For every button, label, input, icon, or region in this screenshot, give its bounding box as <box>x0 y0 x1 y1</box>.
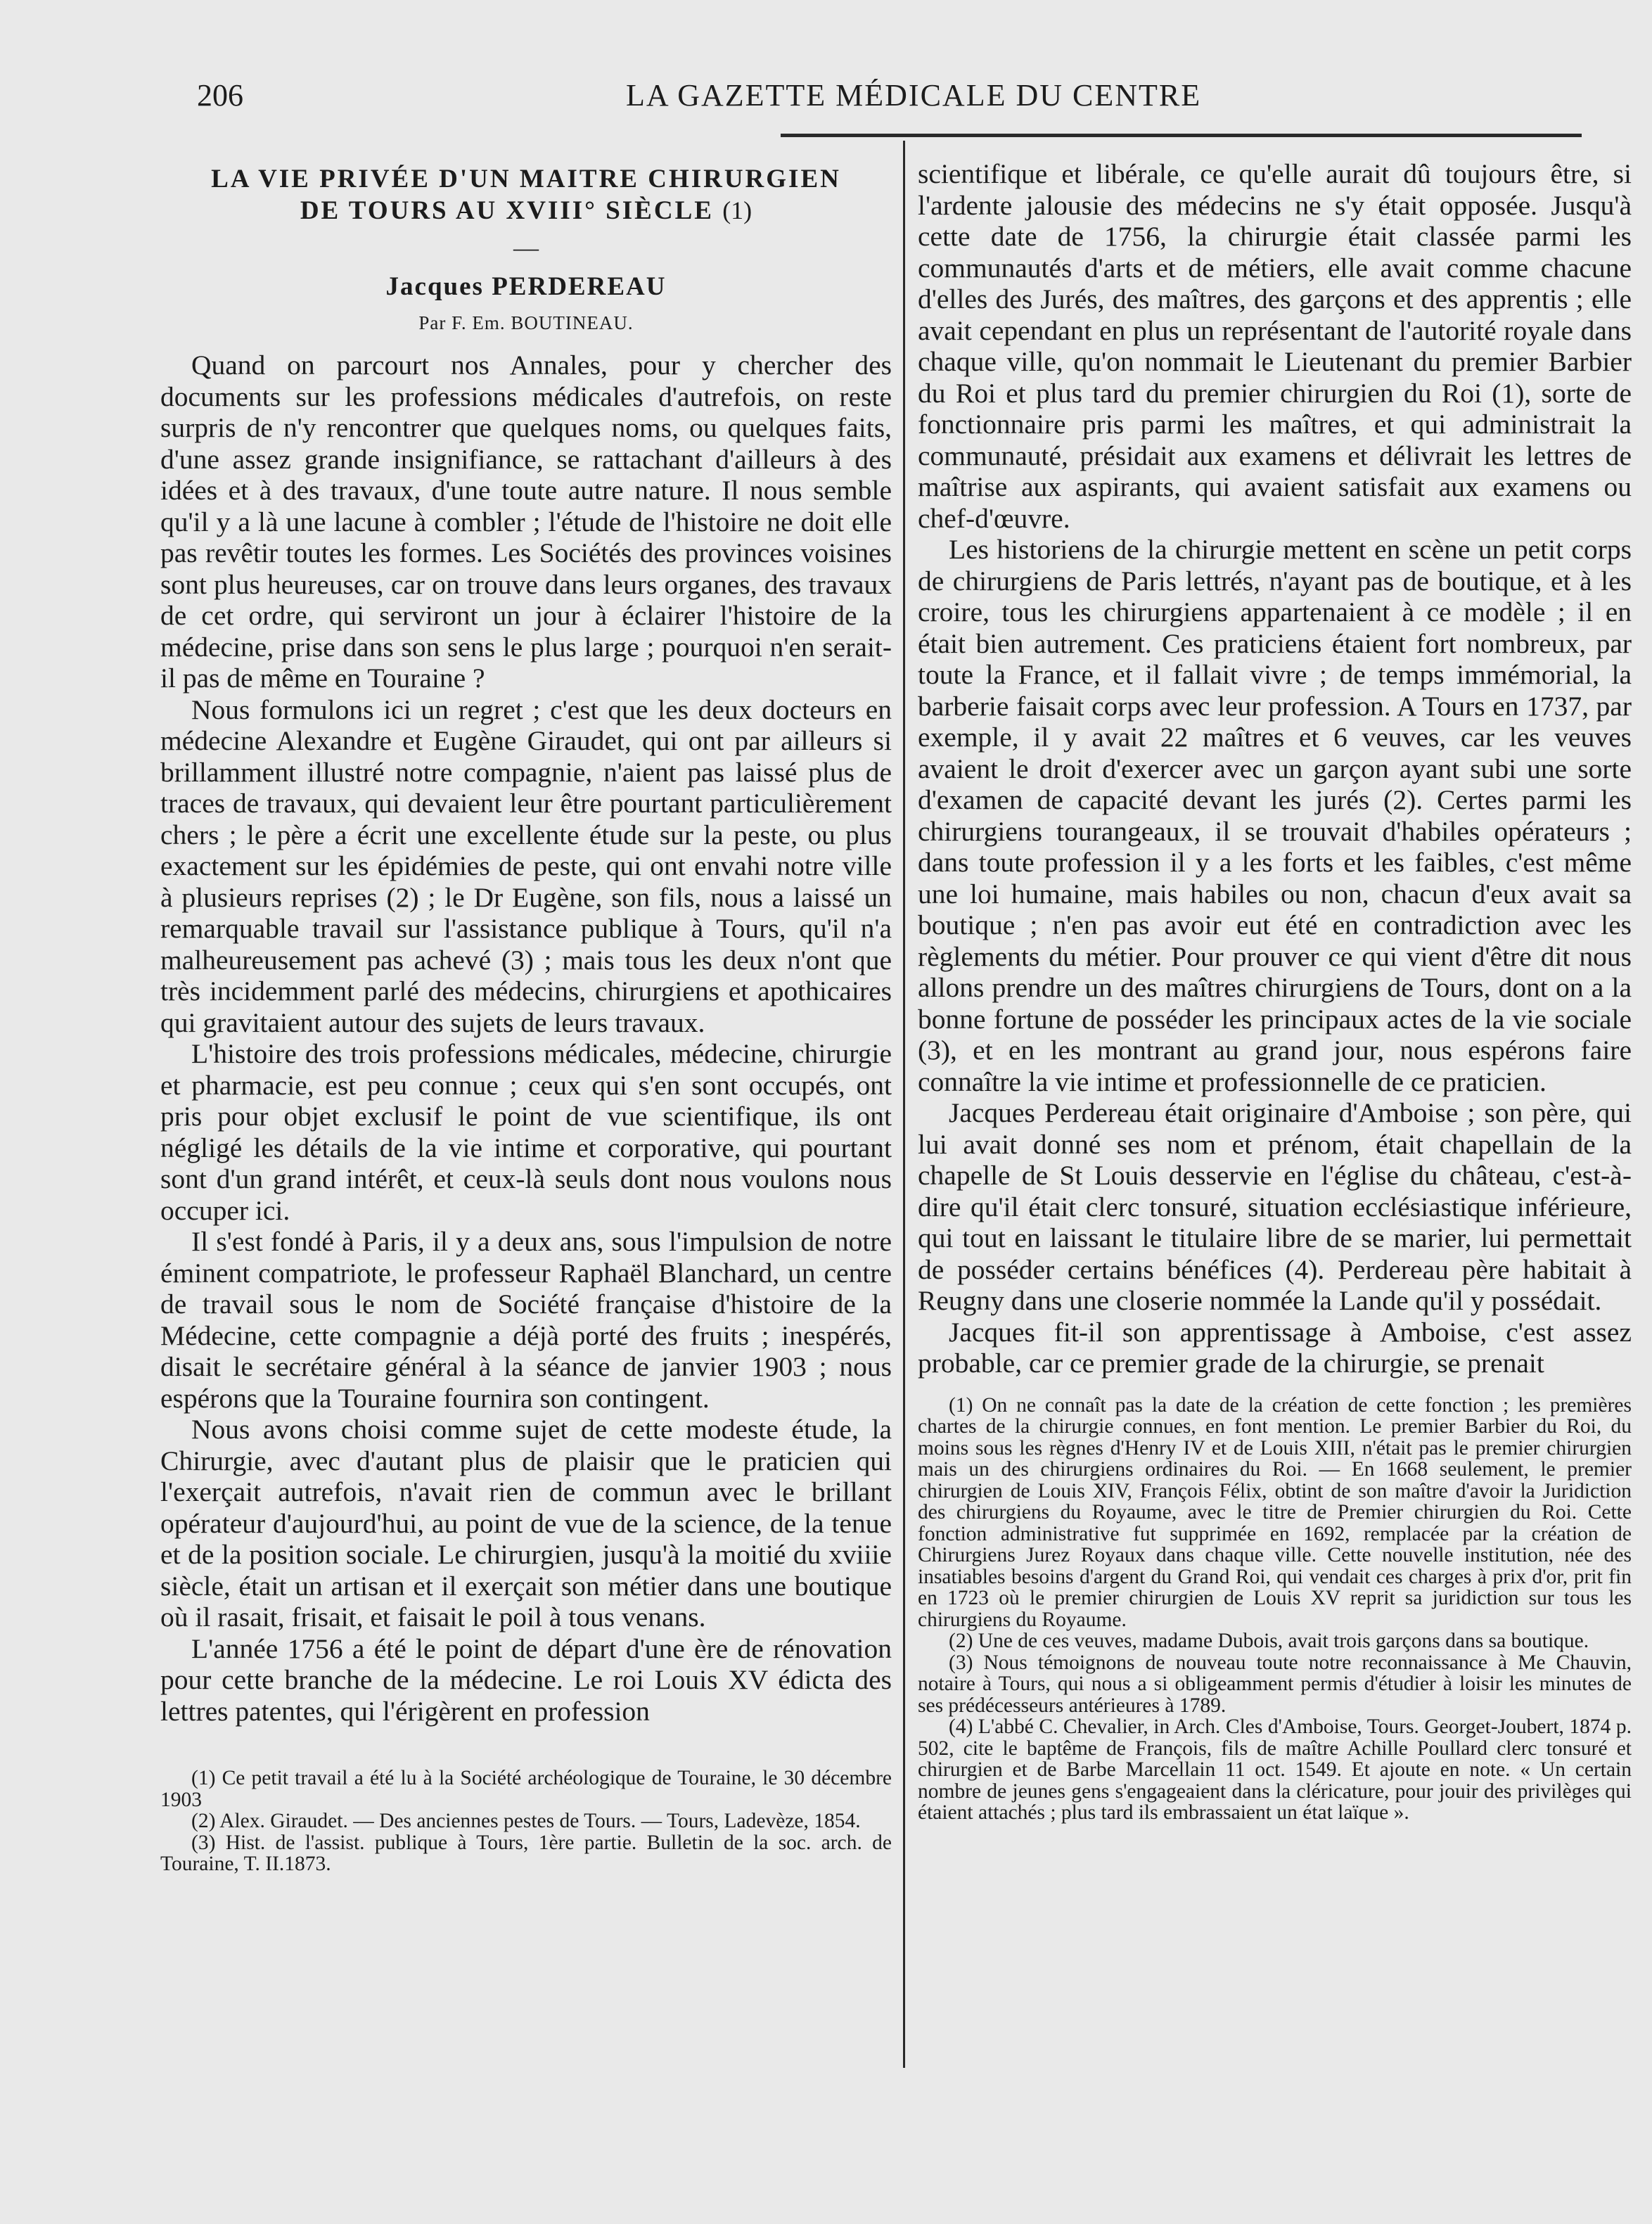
footnote: (3) Hist. de l'assist. publique à Tours, 1ère partie. Bulletin de la soc. arch. de Touraine, T. II.1873. <box>160 1831 892 1875</box>
title-separator: — <box>513 234 539 262</box>
left-footnotes <box>160 1768 892 1875</box>
paragraph: Jacques fit-il son apprentissage à Amboise, c'est assez probable, car ce premier grade de la chirurgie, se prenait <box>918 1316 1632 1379</box>
footnote: (3) Nous témoignons de nouveau toute notre reconnaissance à Me Chauvin, notaire à Tours, qui nous a si obligeamment permis d'étudier à loisir les minutes de ses prédécesseurs antérieures à 1789. <box>918 1651 1632 1717</box>
footnote: (2) Alex. Giraudet. — Des anciennes pestes de Tours. — Tours, Ladevèze, 1854. <box>191 1810 861 1832</box>
paragraph: Nous formulons ici un regret ; c'est que les deux docteurs en médecine Alexandre et Eugène Giraudet, qui ont par ailleurs si brillamment illustré notre compagnie, n'aient pas laissé plus de traces de travaux, qui devaient leur être pourtant particulièrement chers ; le père a écrit une excellente étude sur la peste, ou plus exactement sur les épidémies de peste, qui ont envahi notre ville à plusieurs reprises (2) ; le Dr Eugène, son fils, nous a laissé un remarquable travail sur l'assistance publique à Tours, qu'il n'a malheureusement pas achevé (3) ; mais tous les deux n'ont que très incidemment parlé des médecins, chirurgiens et apothicaires qui gravitaient autour des sujets de leurs travaux. <box>160 694 892 1038</box>
paragraph: Nous avons choisi comme sujet de cette modeste étude, la Chirurgie, avec d'autant plus de plaisir que le praticien qui l'exerçait autrefois, n'avait rien de commun avec le brillant opérateur d'aujourd'hui, au point de vue de la science, de la tenue et de la position sociale. Le chirurgien, jusqu'à la moitié du xviiie siècle, était un artisan et il exerçait son métier dans une boutique où il rasait, frisait, et faisait le poil à tous venans. <box>160 1414 892 1632</box>
article-title-line1: LA VIE PRIVÉE D'UN MAITRE CHIRURGIEN <box>211 165 841 193</box>
article-byline: Par F. Em. BOUTINEAU. <box>418 312 634 333</box>
paragraph: L'année 1756 a été le point de départ d'une ère de rénovation pour cette branche de la médecine. Le roi Louis XV édicta des lettres patentes, qui l'érigèrent en profession <box>160 1632 892 1727</box>
paragraph: Jacques Perdereau était originaire d'Amboise ; son père, qui lui avait donné ses nom et prénom, était chapellain de la chapelle de St Louis desservie en l'église du château, c'est-à-dire qu'il était clerc tonsuré, situation ecclésiastique inférieure, qui tout en laissant le titulaire libre de se marier, lui permettait de posséder certains bénéfices (4). Perdereau père habitait à Reugny dans une closerie nommée la Lande qu'il y possédait. <box>918 1097 1632 1316</box>
paragraph: L'histoire des trois professions médicales, médecine, chirurgie et pharmacie, est peu connue ; ceux qui s'en sont occupés, ont pris pour objet exclusif le point de vue scientifique, ils ont négligé les détails de la vie intime et corporative, qui pourtant sont d'un grand intérêt, et ceux-là seuls dont nous voulons nous occuper ici. <box>160 1038 892 1226</box>
footnote: (1) On ne connaît pas la date de la création de cette fonction ; les premières chartes de la chirurgie connues, en font mention. Le premier Barbier du Roi, du moins sous les règnes d'Henry IV et de Louis XIII, n'était pas le premier chirurgien mais un des chirurgiens ordinaires du Roi. — En 1668 seulement, le premier chirurgien de Louis XIV, François Félix, obtint de son maître d'avoir la Juridiction des chirurgiens du Royaume, avec le titre de Premier chirurgien du Roi. Cette fonction administrative fut supprimée en 1692, remplacée par la création de Chirurgiens Jurez Royaux dans chaque ville. Cette nouvelle institution, née des insatiables besoins d'argent du Grand Roi, qui vendait ces charges à prix d'or, prit fin en 1723 où le premier chirurgien de Louis XV reprit sa juridiction sur tous les chirurgiens du Royaume. <box>918 1393 1632 1631</box>
paragraph: Il s'est fondé à Paris, il y a deux ans, sous l'impulsion de notre éminent compatriote, le professeur Raphaël Blanchard, un centre de travail sous le nom de Société française d'histoire de la Médecine, cette compagnie a déjà porté des fruits ; inespérés, disait le secrétaire général à la séance de janvier 1903 ; nous espérons que la Touraine fournira son contingent. <box>160 1226 892 1414</box>
left-column <box>160 158 892 1875</box>
column-divider <box>903 141 905 2068</box>
right-footnotes <box>918 1395 1632 1824</box>
article-title-line2: DE TOURS AU XVIII° SIÈCLE <box>300 196 714 225</box>
paragraph: Les historiens de la chirurgie mettent en scène un petit corps de chirurgiens de Paris lettrés, n'ayant pas de boutique, et à les croire, tous les chirurgiens appartenaient à ce modèle ; il en était bien autrement. Ces praticiens étaient fort nombreux, par toute la France, et il fallait vivre ; de temps immémorial, la barberie faisait corps avec leur profession. A Tours en 1737, par exemple, il y avait 22 maîtres et 6 veuves, car les veuves avaient le droit d'exercer avec un garçon ayant subi une sorte d'examen de capacité devant les jurés (2). Certes parmi les chirurgiens tourangeaux, il se trouvait d'habiles opérateurs ; dans toute profession il y a les forts et les faibles, c'est même une loi humaine, mais habiles ou non, chacun d'eux avait sa boutique ; n'en pas avoir eut été en contradiction avec les règlements du métier. Pour prouver ce qui vient d'être dit nous allons prendre un des maîtres chirurgiens de Tours, dont on a la bonne fortune de posséder les principaux actes de la vie sociale (3), et en les montrant au grand jour, nous espérons faire connaître la vie intime et professionnelle de ce praticien. <box>918 534 1632 1097</box>
article-title-note-ref: (1) <box>722 196 753 224</box>
running-title: LA GAZETTE MÉDICALE DU CENTRE <box>626 78 1202 113</box>
paragraph: Quand on parcourt nos Annales, pour y chercher des documents sur les professions médicales d'autrefois, on reste surpris de n'y rencontrer que quelques noms, ou quelques faits, d'une assez grande insignifiance, se rattachant d'ailleurs à des idées et à des travaux, d'une toute autre nature. Il nous semble qu'il y a là une lacune à combler ; l'étude de l'histoire ne doit elle pas revêtir toutes les formes. Les Sociétés des provinces voisines sont plus heureuses, car on trouve dans leurs organes, des travaux de cet ordre, qui serviront un jour à éclairer l'histoire de la médecine, prise dans son sens le plus large ; pourquoi n'en serait-il pas de même en Touraine ? <box>160 350 892 694</box>
footnote: (1) Ce petit travail a été lu à la Société archéologique de Touraine, le 30 décembre 1903 <box>160 1767 892 1811</box>
header-rule <box>781 134 1582 137</box>
paragraph: scientifique et libérale, ce qu'elle aurait dû toujours être, si l'ardente jalousie des médecins ne s'y était opposée. Jusqu'à cette date de 1756, la chirurgie était classée parmi les communautés d'arts et de métiers, elle avait comme chacune d'elles des Jurés, des maîtres, des garçons et des apprentis ; elle avait cependant en plus un représentant de l'autorité royale dans chaque ville, qu'on nommait le Lieutenant du premier Barbier du Roi et plus tard du premier chirurgien du Roi (1), sorte de fonctionnaire pris parmi les maîtres, et qui administrait la communauté, présidait aux examens et délivrait les lettres de maîtrise aux aspirants, qui avaient satisfait aux examens ou chef-d'œuvre. <box>918 158 1632 534</box>
article-title <box>160 164 892 226</box>
footnote: (2) Une de ces veuves, madame Dubois, avait trois garçons dans sa boutique. <box>949 1630 1589 1652</box>
page-header <box>190 77 1582 127</box>
footnote: (4) L'abbé C. Chevalier, in Arch. Cles d'Amboise, Tours. Georget-Joubert, 1874 p. 502, cite le baptême de François, fils de maître Achille Poullard clerc tonsuré et chirurgien et de Barbe Marcellain 11 oct. 1549. Et ajoute en note. « Un certain nombre de jeunes gens s'engageaient dans la cléricature, pour jouir des privilèges qui étaient attachés ; plus tard ils embrassaient un état laïque ». <box>918 1715 1632 1824</box>
page-number: 206 <box>197 78 243 113</box>
right-column <box>918 158 1632 1824</box>
article-author: Jacques PERDEREAU <box>385 272 667 301</box>
